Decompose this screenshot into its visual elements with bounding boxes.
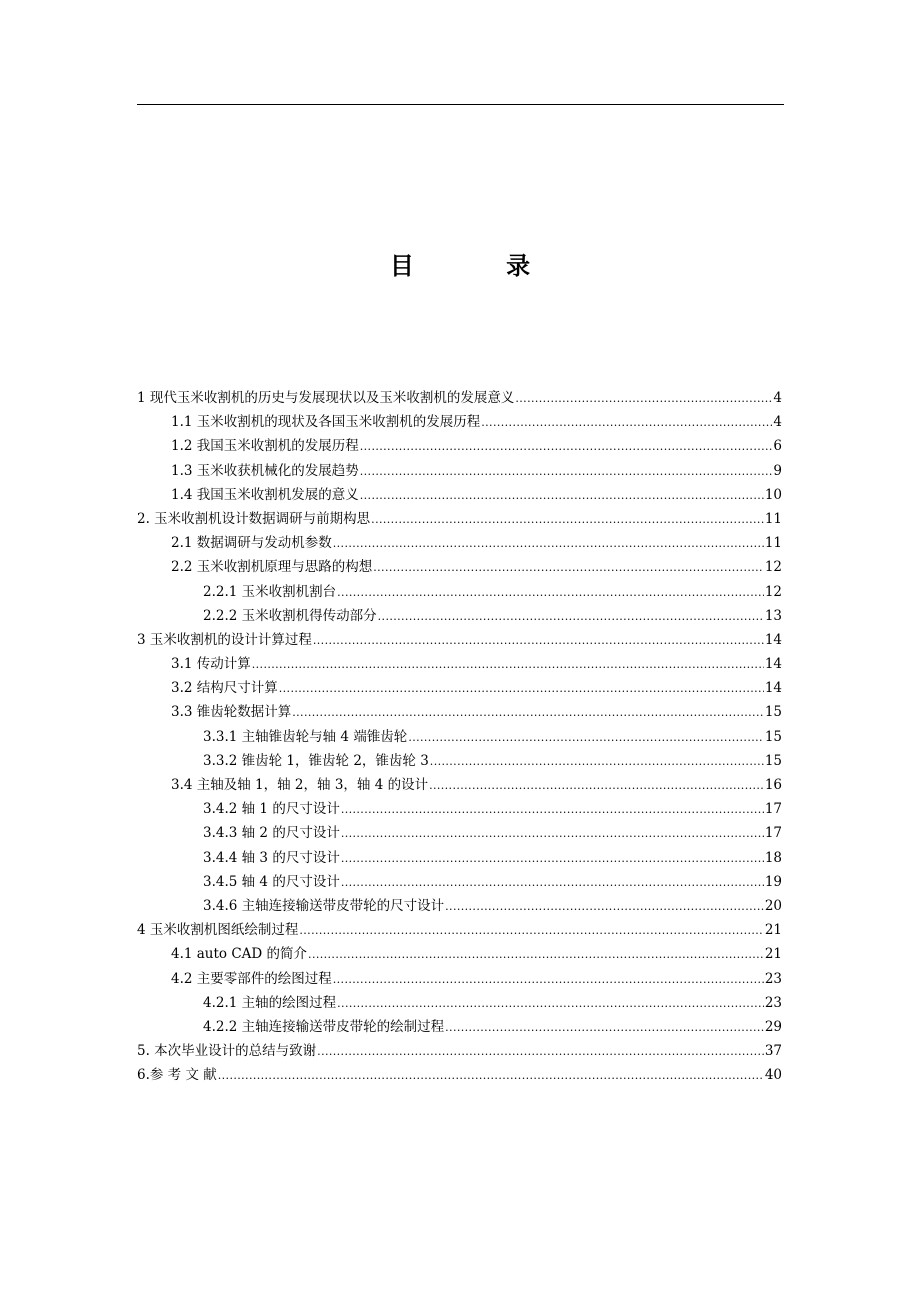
toc-entry-title: 3 玉米收割机的设计计算过程	[137, 631, 312, 648]
toc-entry-page-number: 18	[764, 849, 782, 866]
toc-entry[interactable]	[137, 942, 782, 966]
toc-entry-title: 3.4 主轴及轴 1，轴 2，轴 3，轴 4 的设计	[171, 777, 429, 793]
toc-entry[interactable]	[137, 580, 782, 604]
toc-entry-page-number: 17	[764, 801, 782, 818]
toc-dot-leader	[341, 847, 764, 871]
toc-entry-title: 5. 本次毕业设计的总结与致谢	[137, 1043, 317, 1060]
toc-entry-page-number: 15	[764, 728, 782, 745]
toc-entry[interactable]	[137, 507, 782, 531]
toc-entry[interactable]	[137, 434, 782, 458]
toc-entry[interactable]	[137, 628, 782, 652]
toc-dot-leader	[373, 556, 764, 580]
toc-entry-title: 2. 玉米收割机设计数据调研与前期构思	[137, 510, 371, 527]
page-title: 目 录	[389, 252, 573, 280]
toc-entry-page-number: 21	[764, 946, 782, 963]
toc-entry[interactable]	[137, 918, 782, 942]
toc-entry-page-number: 19	[764, 873, 782, 890]
toc-entry[interactable]	[137, 604, 782, 628]
toc-entry-page-number: 16	[764, 777, 782, 793]
toc-entry-title: 1.2 我国玉米收割机的发展历程	[171, 438, 359, 455]
toc-entry-page-number: 40	[764, 1067, 782, 1084]
toc-entry[interactable]	[137, 652, 782, 676]
toc-entry-title: 3.4.6 主轴连接输送带皮带轮的尺寸设计	[203, 897, 445, 914]
toc-entry-page-number: 11	[764, 510, 782, 527]
toc-entry[interactable]	[137, 459, 782, 483]
toc-entry-title: 1.3 玉米收获机械化的发展趋势	[171, 462, 359, 479]
toc-entry[interactable]	[137, 821, 782, 845]
toc-entry-title: 4.1 auto CAD 的简介	[171, 946, 308, 963]
toc-entry-title: 2.1 数据调研与发动机参数	[171, 535, 332, 552]
toc-dot-leader	[308, 943, 764, 967]
toc-entry[interactable]	[137, 870, 782, 894]
toc-entry[interactable]	[137, 483, 782, 507]
toc-entry-title: 1.1 玉米收割机的现状及各国玉米收割机的发展历程	[171, 414, 481, 431]
toc-dot-leader	[360, 460, 773, 484]
toc-entry-page-number: 11	[764, 535, 782, 552]
toc-dot-leader	[252, 653, 764, 677]
toc-entry-title: 2.2 玉米收割机原理与思路的构想	[171, 559, 373, 576]
toc-entry-page-number: 9	[773, 462, 782, 479]
toc-entry-page-number: 12	[764, 583, 782, 600]
toc-dot-leader	[360, 484, 764, 508]
toc-dot-leader	[337, 581, 764, 605]
toc-entry-page-number: 4	[773, 390, 782, 406]
toc-entry-title: 4.2 主要零部件的绘图过程	[171, 970, 332, 987]
toc-dot-leader	[445, 895, 764, 919]
toc-entry-page-number: 10	[764, 486, 782, 503]
toc-entry[interactable]	[137, 725, 782, 749]
toc-entry-title: 2.2.1 玉米收割机割台	[203, 583, 337, 600]
toc-entry-title: 3.4.4 轴 3 的尺寸设计	[203, 849, 340, 866]
toc-entry-title: 6.参 考 文 献	[137, 1067, 217, 1084]
toc-entry-page-number: 4	[773, 414, 782, 431]
toc-dot-leader	[445, 1016, 764, 1040]
toc-dot-leader	[313, 629, 764, 653]
toc-entry-title: 3.3.1 主轴锥齿轮与轴 4 端锥齿轮	[203, 728, 408, 745]
toc-entry-title: 3.4.3 轴 2 的尺寸设计	[203, 825, 340, 842]
toc-entry-title: 3.2 结构尺寸计算	[171, 680, 278, 697]
toc-entry[interactable]	[137, 1015, 782, 1039]
toc-entry-page-number: 14	[764, 656, 782, 673]
toc-entry-page-number: 12	[764, 559, 782, 576]
toc-entry-page-number: 23	[764, 994, 782, 1011]
toc-dot-leader	[218, 1064, 764, 1088]
toc-entry-title: 3.1 传动计算	[171, 656, 251, 673]
toc-entry[interactable]	[137, 991, 782, 1015]
toc-dot-leader	[430, 750, 764, 774]
toc-entry[interactable]	[137, 967, 782, 991]
toc-dot-leader	[341, 871, 764, 895]
toc-entry-page-number: 15	[764, 752, 782, 769]
toc-entry-page-number: 20	[764, 897, 782, 914]
toc-entry[interactable]	[137, 1063, 782, 1087]
toc-entry-title: 3.3.2 锥齿轮 1，锥齿轮 2，锥齿轮 3	[203, 752, 429, 769]
toc-entry-title: 4.2.1 主轴的绘图过程	[203, 994, 337, 1011]
toc-entry-title: 4 玉米收割机图纸绘制过程	[137, 922, 299, 939]
toc-dot-leader	[481, 411, 772, 435]
toc-entry-page-number: 13	[764, 607, 782, 624]
toc-entry-page-number: 21	[764, 922, 782, 939]
toc-entry[interactable]	[137, 555, 782, 579]
toc-entry[interactable]	[137, 676, 782, 700]
toc-entry-page-number: 23	[764, 970, 782, 987]
toc-entry-title: 4.2.2 主轴连接输送带皮带轮的绘制过程	[203, 1018, 445, 1035]
toc-entry-title: 1.4 我国玉米收割机发展的意义	[171, 486, 359, 503]
toc-entry-page-number: 17	[764, 825, 782, 842]
toc-dot-leader	[341, 822, 764, 846]
toc-dot-leader	[279, 677, 764, 701]
toc-entry[interactable]	[137, 749, 782, 773]
toc-entry[interactable]	[137, 700, 782, 724]
toc-entry[interactable]	[137, 846, 782, 870]
toc-entry[interactable]	[137, 797, 782, 821]
toc-entry[interactable]	[137, 773, 782, 797]
toc-entry[interactable]	[137, 410, 782, 434]
toc-dot-leader	[317, 1040, 764, 1064]
toc-entry[interactable]	[137, 531, 782, 555]
toc-dot-leader	[429, 774, 764, 798]
toc-dot-leader	[333, 532, 764, 556]
toc-entry[interactable]	[137, 894, 782, 918]
toc-dot-leader	[371, 508, 764, 532]
toc-dot-leader	[341, 798, 764, 822]
toc-dot-leader	[408, 726, 764, 750]
table-of-contents	[137, 386, 782, 1087]
toc-entry-title: 1 现代玉米收割机的历史与发展现状以及玉米收割机的发展意义	[137, 390, 515, 406]
toc-entry-page-number: 14	[764, 631, 782, 648]
toc-entry-title: 3.4.2 轴 1 的尺寸设计	[203, 801, 340, 818]
toc-dot-leader	[515, 387, 772, 411]
toc-entry[interactable]	[137, 1039, 782, 1063]
toc-dot-leader	[292, 701, 764, 725]
toc-dot-leader	[360, 435, 773, 459]
toc-entry-page-number: 14	[764, 680, 782, 697]
toc-entry-page-number: 29	[764, 1018, 782, 1035]
toc-dot-leader	[337, 992, 764, 1016]
toc-dot-leader	[333, 968, 764, 992]
toc-entry-page-number: 37	[764, 1043, 782, 1060]
toc-entry-title: 3.3 锥齿轮数据计算	[171, 704, 292, 721]
toc-entry-page-number: 6	[773, 438, 782, 455]
toc-entry-page-number: 15	[764, 704, 782, 721]
toc-dot-leader	[378, 605, 764, 629]
header-rule	[137, 104, 784, 105]
toc-entry[interactable]	[137, 386, 782, 410]
toc-entry-title: 3.4.5 轴 4 的尺寸设计	[203, 873, 340, 890]
toc-entry-title: 2.2.2 玉米收割机得传动部分	[203, 607, 377, 624]
toc-dot-leader	[299, 919, 763, 943]
